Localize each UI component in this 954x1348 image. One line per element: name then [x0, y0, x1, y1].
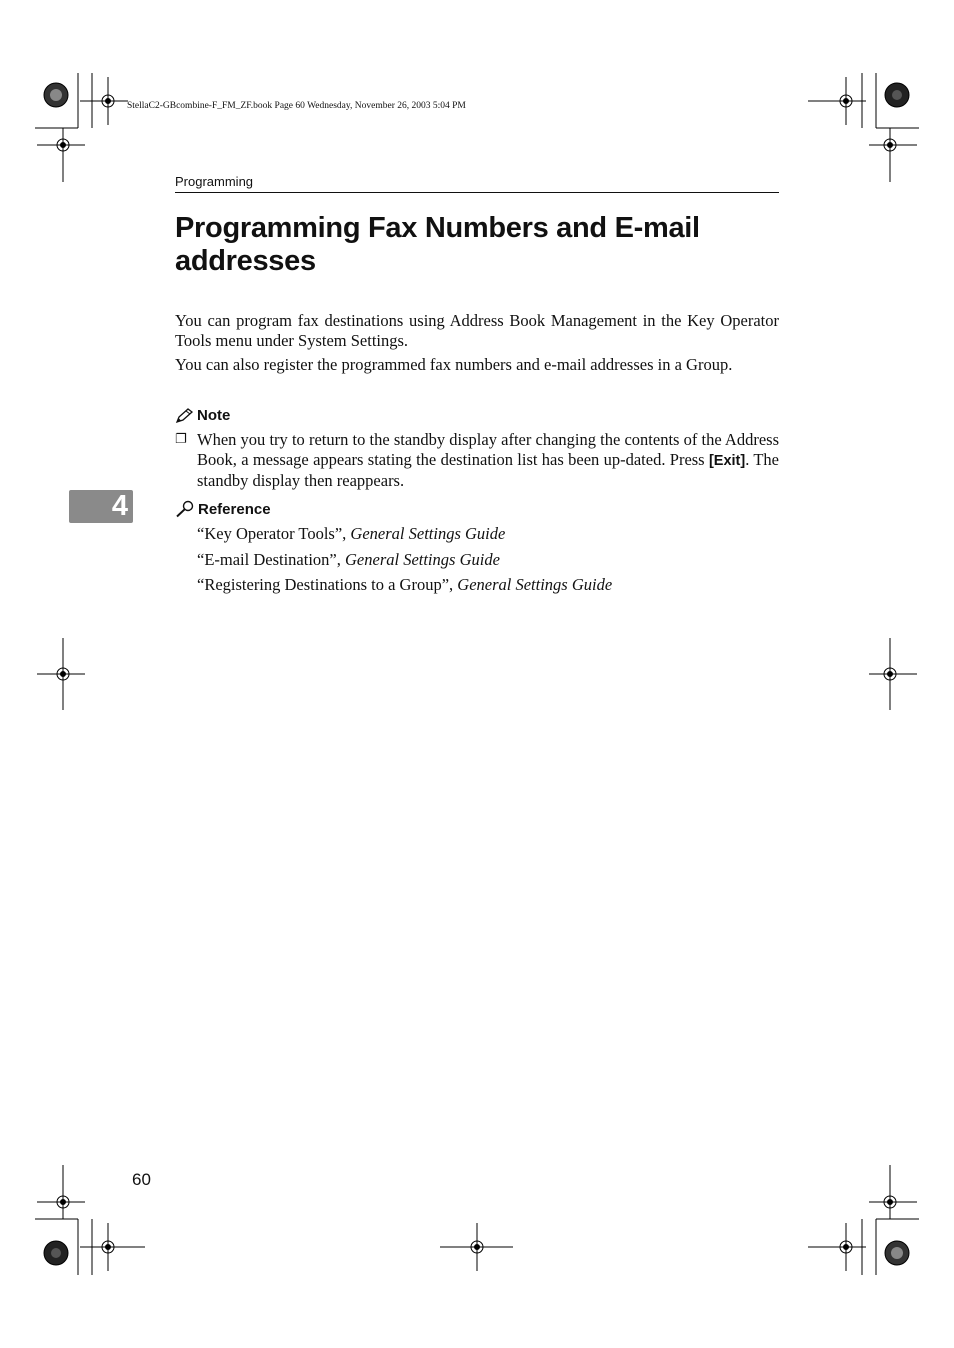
intro-paragraph-1: You can program fax destinations using Address Book Management in the Key Operator Tools menu under System Settings.	[175, 311, 779, 350]
note-text-after: . The standby display then reappears.	[197, 449, 779, 490]
reference-topic: “E-mail Destination”,	[197, 550, 345, 569]
reference-guide: General Settings Guide	[345, 550, 500, 569]
reference-topic: “Key Operator Tools”,	[197, 524, 351, 543]
reference-item	[197, 524, 505, 544]
magnifier-icon	[175, 500, 195, 518]
note-item	[175, 430, 779, 491]
chapter-number: 4	[111, 490, 128, 522]
note-text-before: When you try to return to the standby display after changing the contents of the Address Book, a message appears stating the destination list has been up-dated. Press	[197, 430, 779, 469]
reference-heading-label: Reference	[198, 500, 271, 518]
reference-topic: “Registering Destinations to a Group”,	[197, 575, 458, 594]
checkbox-bullet-icon: ❐	[175, 432, 187, 447]
intro-paragraph-2: You can also register the programmed fax numbers and e-mail addresses in a Group.	[175, 355, 733, 374]
print-info: StellaC2-GBcombine-F_FM_ZF.book Page 60 Wednesday, November 26, 2003 5:04 PM	[127, 101, 466, 111]
header-rule	[175, 192, 779, 193]
page-title: Programming Fax Numbers and E-mail addresses	[175, 212, 700, 277]
chapter-tab	[69, 490, 133, 523]
running-head: Programming	[175, 174, 254, 189]
pencil-icon	[175, 408, 194, 424]
note-heading	[175, 407, 230, 424]
reference-item	[197, 550, 500, 570]
page-number: 60	[132, 1170, 151, 1189]
reference-guide: General Settings Guide	[350, 524, 506, 543]
reference-item	[197, 575, 612, 595]
reference-guide: General Settings Guide	[457, 575, 613, 594]
exit-key-label: [Exit]	[708, 452, 746, 469]
reference-heading	[175, 500, 271, 518]
note-heading-label: Note	[197, 407, 231, 424]
